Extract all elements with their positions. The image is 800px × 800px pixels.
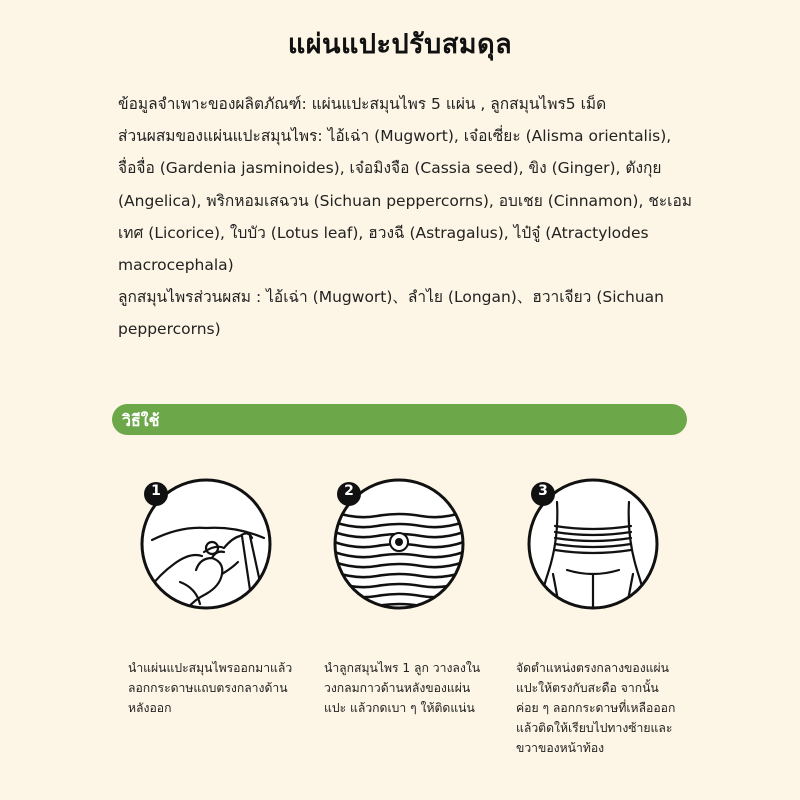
step-2-illustration bbox=[333, 478, 465, 610]
step-3-caption bbox=[516, 658, 681, 758]
product-spec bbox=[118, 88, 692, 346]
step-2-caption-text: นำลูกสมุนไพร 1 ลูก วางลงในวงกลมกาวด้านหลังของแผ่นแปะ แล้วกดเบา ๆ ให้ติดแน่น bbox=[324, 661, 481, 715]
step-1-illustration bbox=[140, 478, 272, 610]
spec-ball-ingredients: ลูกสมุนไพรส่วนผสม : ไอ้เฉ่า (Mugwort)、ลำไย (Longan)、ฮวาเจียว (Sichuan peppercorns) bbox=[118, 288, 664, 339]
how-to-use-header bbox=[112, 404, 687, 435]
step-2-number: 2 bbox=[344, 483, 354, 499]
spec-patch-ingredients: ส่วนผสมของแผ่นแปะสมุนไพร: ไอ้เฉ่า (Mugwort), เจ๋อเซี่ยะ (Alisma orientalis), จื่อจื่อ (Gardenia jasminoides), เจ๋อมิงจือ (Cassia seed), ขิง (Ginger), ตังกุย (Angelica), พริกหอมเสฉวน (Sichuan peppercorns), อบเชย (Cinnamon), ชะเอมเทศ (Licorice), ใบบัว (Lotus leaf), ฮวงฉี (Astragalus), ไป๋จู๋ (Atractylodes macrocephala) bbox=[118, 127, 693, 275]
step-1-caption-text: นำแผ่นแปะสมุนไพรออกมาแล้วลอกกระดาษแถบตรงกลางด้านหลังออก bbox=[128, 661, 293, 715]
step-3-caption-text: จัดตำแหน่งตรงกลางของแผ่นแปะให้ตรงกับสะดือ จากนั้นค่อย ๆ ลอกกระดาษที่เหลือออกแล้วติดให้เรียบไปทางซ้ายและขวาของหน้าท้อง bbox=[516, 661, 676, 755]
page-title: แผ่นแปะปรับสมดุล bbox=[287, 29, 513, 60]
step-2-caption bbox=[324, 658, 489, 718]
how-to-use-label: วิธีใช้ bbox=[122, 411, 160, 430]
spec-contents: ข้อมูลจำเพาะของผลิตภัณฑ์: แผ่นแปะสมุนไพร 5 แผ่น , ลูกสมุนไพร5 เม็ด bbox=[118, 95, 607, 113]
step-1-caption bbox=[128, 658, 293, 718]
step-1-number: 1 bbox=[151, 483, 161, 499]
step-3-illustration bbox=[527, 478, 659, 610]
step-3-number: 3 bbox=[538, 483, 548, 499]
